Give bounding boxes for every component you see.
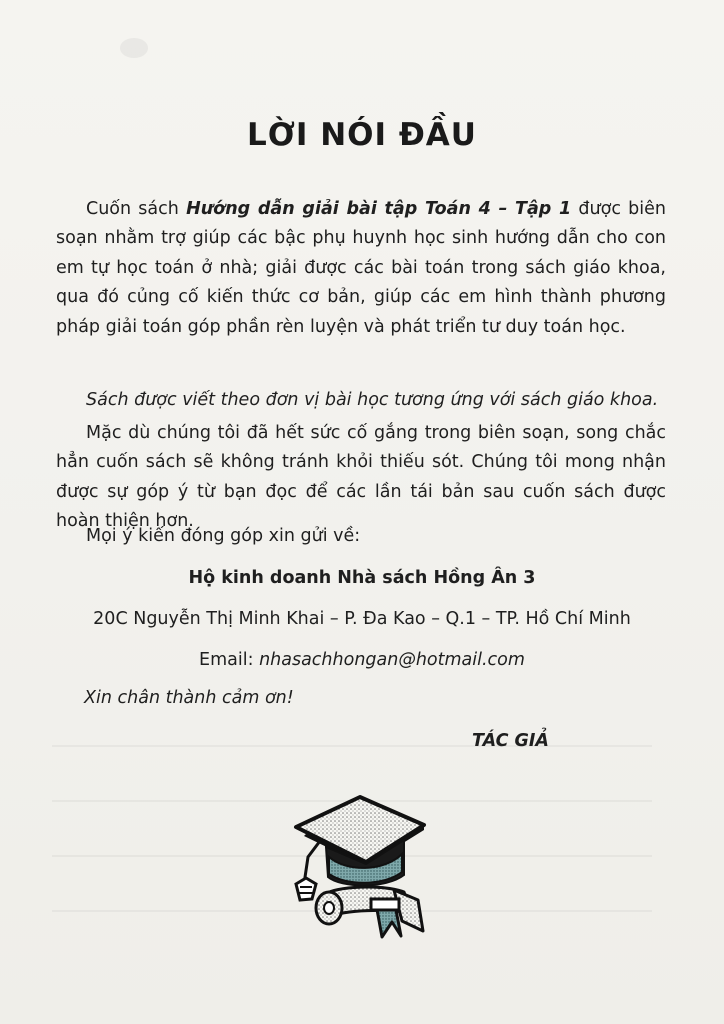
intro-prefix: Cuốn sách — [86, 198, 187, 219]
email-label: Email: — [199, 650, 260, 670]
intro-paragraph — [56, 195, 666, 343]
author-signature: TÁC GIẢ — [472, 731, 549, 751]
apology-paragraph: Mặc dù chúng tôi đã hết sức cố gắng trong biên soạn, song chắc hẳn cuốn sách sẽ không tránh khỏi thiếu sót. Chúng tôi mong nhận được sự góp ý từ bạn đọc để các lần tái bản sau cuốn sách được hoàn thiện hơn. — [56, 422, 666, 531]
page-title: LỜI NÓI ĐẦU — [247, 116, 477, 153]
thanks-line: Xin chân thành cảm ơn! — [84, 688, 294, 708]
contact-prompt: Mọi ý kiến đóng góp xin gửi về: — [86, 526, 361, 546]
email-address: nhasachhongan@hotmail.com — [259, 650, 525, 670]
publisher-name: Hộ kinh doanh Nhà sách Hồng Ân 3 — [188, 568, 536, 588]
graduation-cap-scroll-illustration — [286, 792, 436, 940]
intro-suffix: được biên soạn nhằm trợ giúp các bậc phụ huynh học sinh hướng dẫn cho con em tự học toán ở nhà; giải được các bài toán trong sách giáo khoa, qua đó củng cố kiến thức cơ bản, giúp các em hình thành phương pháp giải toán góp phần rèn luyện và phát triển tư duy toán học. — [56, 198, 666, 337]
publisher-address: 20C Nguyễn Thị Minh Khai – P. Đa Kao – Q.1 – TP. Hồ Chí Minh — [93, 609, 631, 629]
email-line — [0, 650, 724, 670]
structure-note: Sách được viết theo đơn vị bài học tương ứng với sách giáo khoa. — [86, 389, 659, 410]
graduation-cap-icon — [286, 792, 436, 940]
book-title: Hướng dẫn giải bài tập Toán 4 – Tập 1 — [186, 198, 572, 219]
page-smudge — [120, 38, 148, 58]
